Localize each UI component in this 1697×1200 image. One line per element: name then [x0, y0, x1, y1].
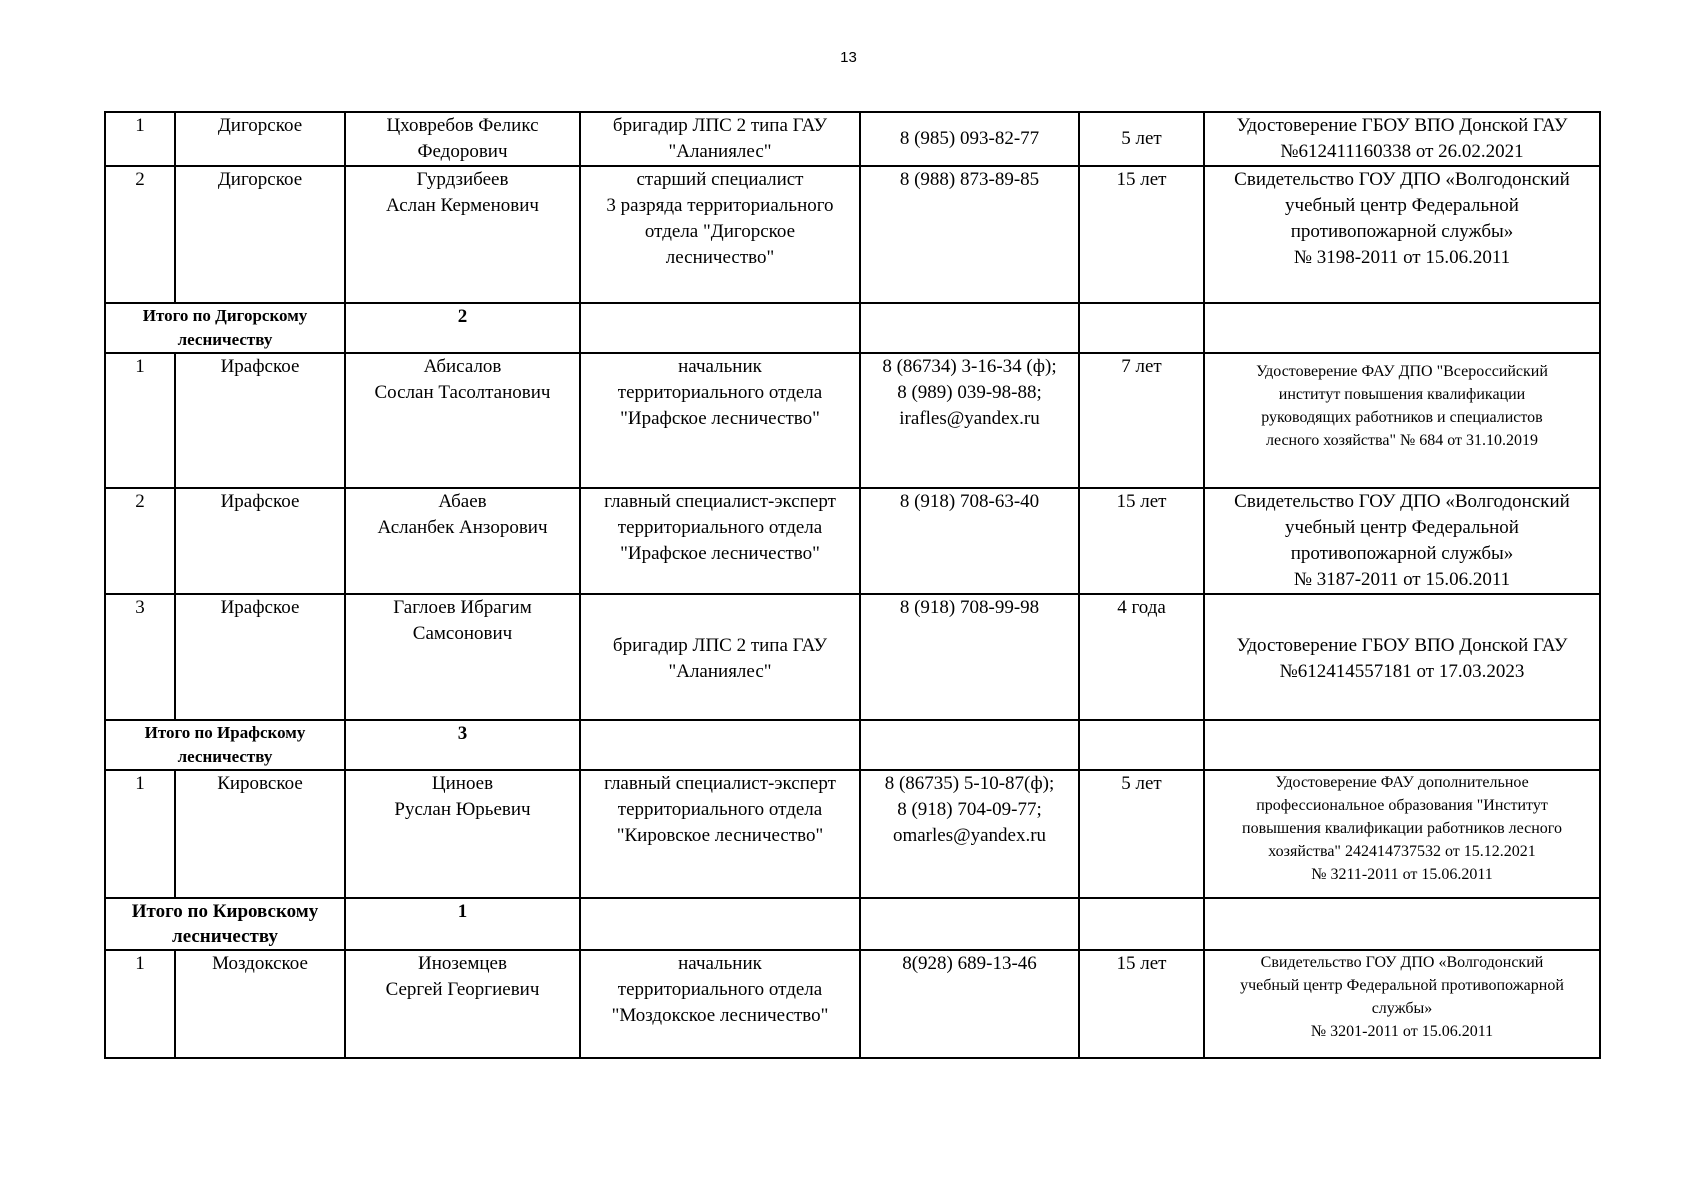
empty-cell	[860, 898, 1079, 950]
row-number: 2	[105, 488, 175, 594]
table-row	[105, 594, 1600, 720]
certificate-cell: Свидетельство ГОУ ДПО «Волгодонский учебный центр Федеральной противопожарной службы» № 3201-2011 от 15.06.2011	[1204, 950, 1600, 1058]
subtotal-row	[105, 303, 1600, 353]
certificate-cell: Удостоверение ГБОУ ВПО Донской ГАУ №612414557181 от 17.03.2023	[1204, 594, 1600, 720]
phone-cell: 8 (918) 708-63-40	[860, 488, 1079, 594]
table-row	[105, 112, 1600, 166]
subtotal-count: 1	[345, 898, 580, 950]
position-cell: начальник территориального отдела "Ирафское лесничество"	[580, 353, 860, 488]
forestry-cell: Кировское	[175, 770, 345, 898]
position-cell: главный специалист-эксперт территориального отдела "Ирафское лесничество"	[580, 488, 860, 594]
row-number: 1	[105, 353, 175, 488]
experience-cell: 5 лет	[1079, 112, 1204, 166]
position-cell: бригадир ЛПС 2 типа ГАУ "Аланиялес"	[580, 594, 860, 720]
phone-cell: 8 (86735) 5-10-87(ф); 8 (918) 704-09-77; omarles@yandex.ru	[860, 770, 1079, 898]
subtotal-row	[105, 898, 1600, 950]
position-cell: главный специалист-эксперт территориального отдела "Кировское лесничество"	[580, 770, 860, 898]
subtotal-label: Итого по Ирафскому лесничеству	[105, 720, 345, 770]
certificate-cell: Свидетельство ГОУ ДПО «Волгодонский учебный центр Федеральной противопожарной службы» № 3198-2011 от 15.06.2011	[1204, 166, 1600, 303]
subtotal-row	[105, 720, 1600, 770]
phone-cell: 8 (985) 093-82-77	[860, 112, 1079, 166]
phone-cell: 8 (86734) 3-16-34 (ф); 8 (989) 039-98-88; irafles@yandex.ru	[860, 353, 1079, 488]
empty-cell	[1204, 898, 1600, 950]
forestry-cell: Моздокское	[175, 950, 345, 1058]
subtotal-label: Итого по Кировскому лесничеству	[105, 898, 345, 950]
empty-cell	[1079, 898, 1204, 950]
name-cell: Цховребов Феликс Федорович	[345, 112, 580, 166]
row-number: 1	[105, 770, 175, 898]
subtotal-count: 2	[345, 303, 580, 353]
name-cell: Иноземцев Сергей Георгиевич	[345, 950, 580, 1058]
certificate-cell: Удостоверение ФАУ ДПО "Всероссийский институт повышения квалификации руководящих работников и специалистов лесного хозяйства" № 684 от 31.10.2019	[1204, 353, 1600, 488]
empty-cell	[580, 720, 860, 770]
table-row	[105, 950, 1600, 1058]
empty-cell	[860, 303, 1079, 353]
name-cell: Гаглоев Ибрагим Самсонович	[345, 594, 580, 720]
experience-cell: 7 лет	[1079, 353, 1204, 488]
table-row	[105, 770, 1600, 898]
empty-cell	[1079, 303, 1204, 353]
forestry-cell: Ирафское	[175, 353, 345, 488]
certificate-cell: Свидетельство ГОУ ДПО «Волгодонский учебный центр Федеральной противопожарной службы» № 3187-2011 от 15.06.2011	[1204, 488, 1600, 594]
subtotal-count: 3	[345, 720, 580, 770]
row-number: 1	[105, 112, 175, 166]
certificate-cell: Удостоверение ГБОУ ВПО Донской ГАУ №612411160338 от 26.02.2021	[1204, 112, 1600, 166]
name-cell: Циноев Руслан Юрьевич	[345, 770, 580, 898]
empty-cell	[580, 898, 860, 950]
experience-cell: 15 лет	[1079, 488, 1204, 594]
position-cell: бригадир ЛПС 2 типа ГАУ "Аланиялес"	[580, 112, 860, 166]
table-row	[105, 166, 1600, 303]
forestry-cell: Дигорское	[175, 166, 345, 303]
experience-cell: 15 лет	[1079, 950, 1204, 1058]
page-number: 13	[840, 49, 857, 66]
experience-cell: 5 лет	[1079, 770, 1204, 898]
position-cell: старший специалист 3 разряда территориального отдела "Дигорское лесничество"	[580, 166, 860, 303]
phone-cell: 8 (918) 708-99-98	[860, 594, 1079, 720]
forestry-cell: Дигорское	[175, 112, 345, 166]
table-row	[105, 353, 1600, 488]
forestry-cell: Ирафское	[175, 488, 345, 594]
personnel-table	[104, 111, 1601, 1059]
name-cell: Абаев Асланбек Анзорович	[345, 488, 580, 594]
row-number: 1	[105, 950, 175, 1058]
experience-cell: 4 года	[1079, 594, 1204, 720]
position-cell: начальник территориального отдела "Моздокское лесничество"	[580, 950, 860, 1058]
table-row	[105, 488, 1600, 594]
subtotal-label: Итого по Дигорскому лесничеству	[105, 303, 345, 353]
empty-cell	[580, 303, 860, 353]
forestry-cell: Ирафское	[175, 594, 345, 720]
empty-cell	[1079, 720, 1204, 770]
empty-cell	[1204, 303, 1600, 353]
certificate-cell: Удостоверение ФАУ дополнительное профессиональное образования "Институт повышения квалификации работников лесного хозяйства" 242414737532 от 15.12.2021 № 3211-2011 от 15.06.2011	[1204, 770, 1600, 898]
experience-cell: 15 лет	[1079, 166, 1204, 303]
phone-cell: 8 (988) 873-89-85	[860, 166, 1079, 303]
empty-cell	[1204, 720, 1600, 770]
row-number: 3	[105, 594, 175, 720]
name-cell: Гурдзибеев Аслан Керменович	[345, 166, 580, 303]
name-cell: Абисалов Сослан Тасолтанович	[345, 353, 580, 488]
row-number: 2	[105, 166, 175, 303]
phone-cell: 8(928) 689-13-46	[860, 950, 1079, 1058]
empty-cell	[860, 720, 1079, 770]
